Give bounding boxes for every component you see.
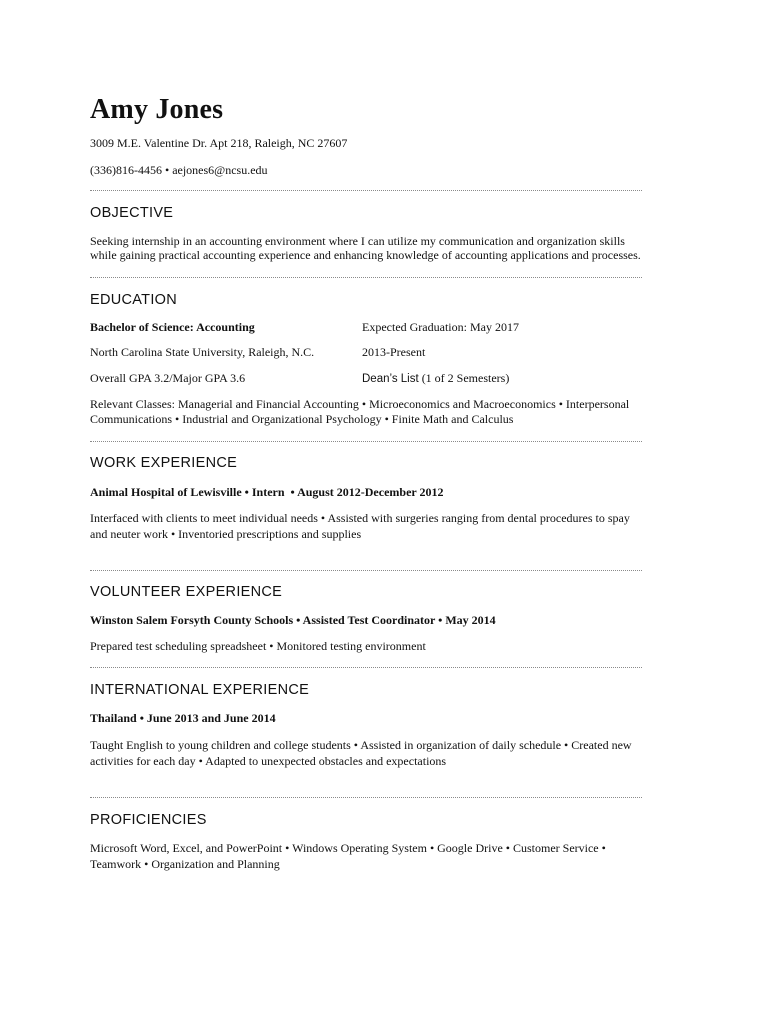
education-heading: EDUCATION xyxy=(90,292,178,308)
divider xyxy=(90,190,642,191)
objective-line-1: Seeking internship in an accounting environment where I can utilize my communication and organization skills xyxy=(90,234,625,248)
divider xyxy=(90,570,642,571)
work-line-2: and neuter work • Inventoried prescriptions and supplies xyxy=(90,527,362,541)
gpa: Overall GPA 3.2/Major GPA 3.6 xyxy=(90,371,246,385)
international-heading: INTERNATIONAL EXPERIENCE xyxy=(90,682,310,698)
divider xyxy=(90,797,642,798)
classes-line-2: Communications • Industrial and Organizational Psychology • Finite Math and Calculus xyxy=(90,412,514,426)
divider xyxy=(90,277,642,278)
degree: Bachelor of Science: Accounting xyxy=(90,320,255,334)
deans-list xyxy=(362,371,509,386)
international-line-1: Taught English to young children and college students • Assisted in organization of daily schedule • Created new xyxy=(90,738,632,752)
objective-heading: OBJECTIVE xyxy=(90,205,174,221)
international-title: Thailand • June 2013 and June 2014 xyxy=(90,711,276,725)
proficiencies-heading: PROFICIENCIES xyxy=(90,812,207,828)
deans-list-detail: (1 of 2 Semesters) xyxy=(418,371,510,385)
graduation-date: Expected Graduation: May 2017 xyxy=(362,320,519,334)
proficiencies-line-1: Microsoft Word, Excel, and PowerPoint • Windows Operating System • Google Drive • Customer Service • xyxy=(90,841,606,855)
classes-line-1: Relevant Classes: Managerial and Financial Accounting • Microeconomics and Macroeconomics • Interpersonal xyxy=(90,397,630,411)
proficiencies-line-2: Teamwork • Organization and Planning xyxy=(90,857,280,871)
address: 3009 M.E. Valentine Dr. Apt 218, Raleigh, NC 27607 xyxy=(90,136,348,150)
school-years: 2013-Present xyxy=(362,345,426,359)
work-title: Animal Hospital of Lewisville • Intern • August 2012-December 2012 xyxy=(90,485,444,499)
work-heading: WORK EXPERIENCE xyxy=(90,455,238,471)
deans-list-label: Dean’s List xyxy=(362,373,419,385)
divider xyxy=(90,667,642,668)
divider xyxy=(90,441,642,442)
phone-email: (336)816-4456 • aejones6@ncsu.edu xyxy=(90,163,268,177)
resume-name: Amy Jones xyxy=(90,94,224,125)
volunteer-heading: VOLUNTEER EXPERIENCE xyxy=(90,584,283,600)
school: North Carolina State University, Raleigh, N.C. xyxy=(90,345,315,359)
international-line-2: activities for each day • Adapted to unexpected obstacles and expectations xyxy=(90,754,447,768)
work-line-1: Interfaced with clients to meet individual needs • Assisted with surgeries ranging from dental procedures to spay xyxy=(90,511,630,525)
objective-line-2: while gaining practical accounting experience and enhancing knowledge of accounting applications and processes. xyxy=(90,248,641,262)
volunteer-title: Winston Salem Forsyth County Schools • Assisted Test Coordinator • May 2014 xyxy=(90,613,496,627)
volunteer-line-1: Prepared test scheduling spreadsheet • Monitored testing environment xyxy=(90,639,426,653)
